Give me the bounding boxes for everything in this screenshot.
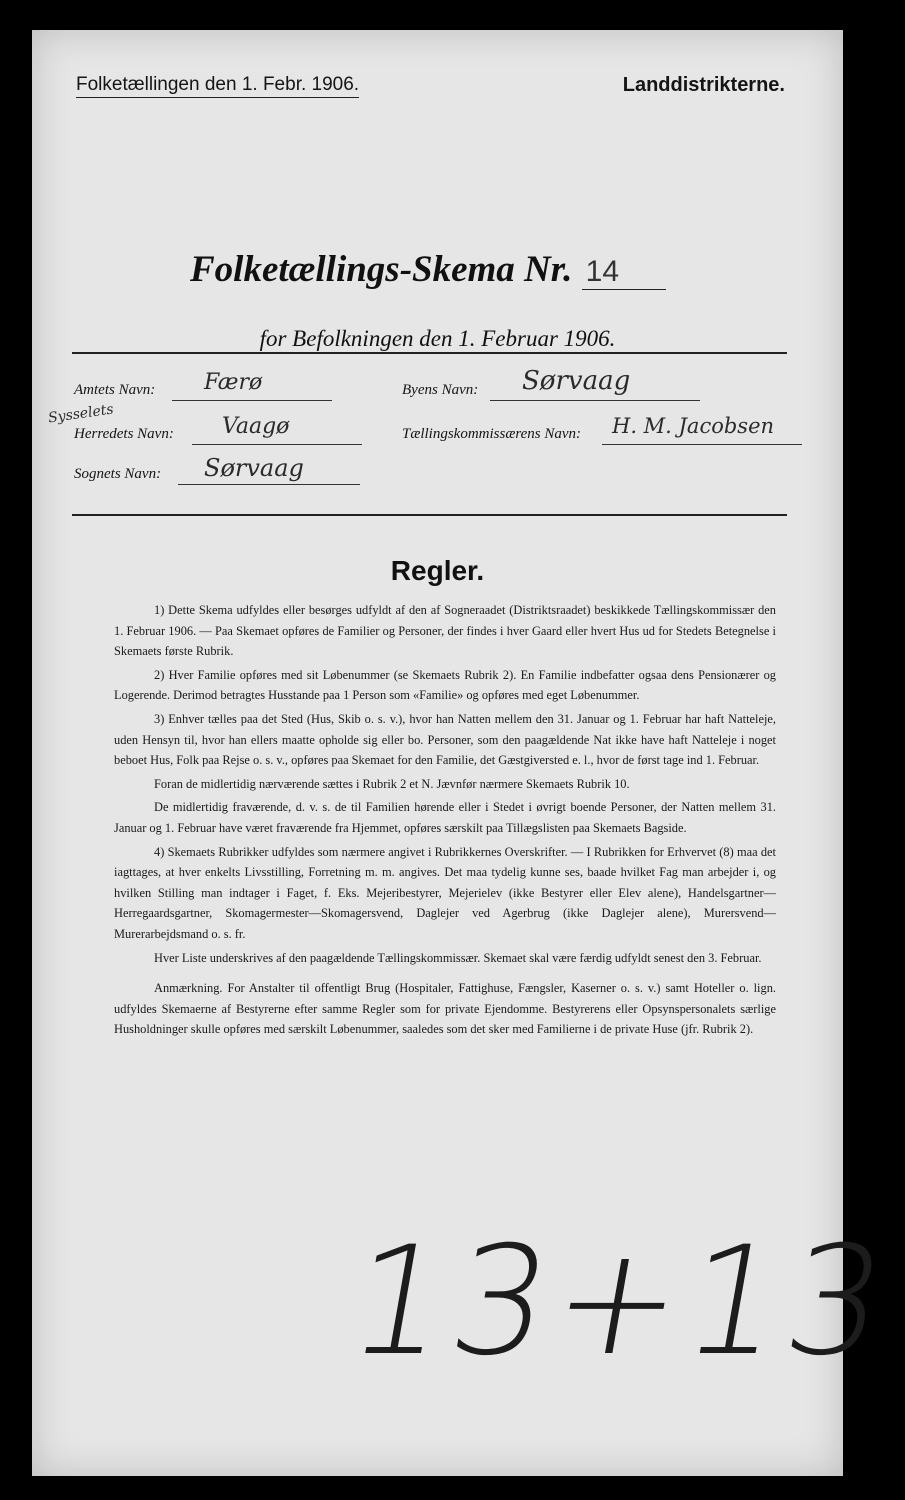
census-header-date: Folketællingen den 1. Febr. 1906.	[76, 74, 359, 98]
district-type-header: Landdistrikterne.	[622, 74, 785, 96]
rule-3: 3) Enhver tælles paa det Sted (Hus, Skib o. s. v.), hvor han Natten mellem den 31. Januar og 1. Februar har haft Natteleje, uden Hensyn til, hvor han ellers maatte opholde sig eller bo. Personer, som den paagældende Nat ikke have haft Natteleje i noget beboet Hus, Folk paa Rejse o. s. v., opføres paa Skemaet for den Familie, det Gæstgiversted e. l., hvor de først tage ind 1. Februar.	[114, 711, 776, 768]
form-title-text: Folketællings-Skema Nr.	[190, 249, 573, 290]
handwritten-count: 13+13	[336, 1215, 905, 1389]
kommissaer-line	[602, 444, 802, 445]
by-value: Sørvaag	[522, 366, 631, 396]
rule-4: 4) Skemaets Rubrikker udfyldes som nærmere angivet i Rubrikkernes Overskrifter. — I Rubrikken for Erhvervet (8) maa det iagttages, at hver enkelts Livsstilling, Forretning m. m. angives. Det maa tydelig kunne ses, baade hvilket Fag man arbejder i, og hvilken Stilling man indtager i Faget, f. Eks. Mejeribestyrer, Mejerielev (ikke Bestyrer eller Elev alene), Handelsgartner—Herregaardsgartner, Skomagermester—Skomagersvend, Daglejer ved Agerbrug (ikke Daglejer alene), Murersvend—Murerarbejdsmand o. s. fr.	[114, 844, 776, 941]
amt-line	[172, 400, 332, 401]
sogn-label: Sognets Navn:	[74, 466, 162, 482]
rule-1: 1) Dette Skema udfyldes eller besørges udfyldt af den af Sogneraadet (Distriktsraadet) beskikkede Tællingskommissær den 1. Februar 1906. — Paa Skemaet opføres de Familier og Personer, der findes i hver Gaard eller hvert Hus ud for Stedets Betegnelse i Skemaets første Rubrik.	[114, 603, 776, 659]
rules-heading: Regler.	[390, 555, 485, 586]
annotation-note: Anmærkning. For Anstalter til offentligt Brug (Hospitaler, Fattighuse, Fængsler, Kaserner o. s. v.) samt Hoteller o. lign. udfyldes Skemaerne af Bestyrerne efter samme Regler som for private Ejendomme. Bestyrerens eller Opsynspersonalets særlige Husholdninger skulle opføres med særskilt Løbenummer, saaledes som det sker med Familierne i de private Huse (jfr. Rubrik 2).	[114, 981, 776, 1037]
census-form-page	[32, 30, 905, 1476]
rule-2: 2) Hver Familie opføres med sit Løbenummer (se Skemaets Rubrik 2). En Familie indbefatter ogsaa dens Pensionærer og Logerende. Derimod betragtes Husstande paa 1 Person som «Familie» og opføres med eget Løbenummer.	[114, 667, 776, 703]
divider-top	[72, 352, 787, 354]
rule-4-signature: Hver Liste underskrives af den paagældende Tællingskommissær. Skemaet skal være færdig udfyldt senest den 3. Februar.	[154, 950, 762, 965]
kommissaer-value: H. M. Jacobsen	[612, 414, 775, 438]
kommissaer-label: Tællingskommissærens Navn:	[402, 426, 582, 442]
herred-value: Vaagø	[222, 414, 290, 439]
sogn-value: Sørvaag	[204, 454, 304, 482]
amt-label: Amtets Navn:	[74, 382, 156, 398]
margin-note: Sysselets	[47, 401, 115, 427]
rule-3-midlertidig-fravaerende: De midlertidig fraværende, d. v. s. de til Familien hørende eller i Stedet i øvrigt boende Personer, der Natten mellem 31. Januar og 1. Februar have været fraværende fra Hjemmet, opføres særskilt paa Tillægslisten paa Skemaets Bagside.	[114, 800, 776, 835]
herred-label: Herredets Navn:	[74, 426, 174, 442]
form-subtitle: for Befolkningen den 1. Februar 1906.	[259, 326, 616, 351]
by-label: Byens Navn:	[402, 382, 479, 398]
divider-bottom	[72, 514, 787, 516]
rule-3-midlertidig-naervaerende: Foran de midlertidig nærværende sættes i Rubrik 2 et N. Jævnfør nærmere Skemaets Rubrik 10.	[154, 776, 630, 791]
amt-value: Færø	[204, 370, 263, 395]
by-line	[490, 400, 700, 401]
sogn-line	[178, 484, 360, 485]
form-number: 14	[582, 255, 666, 290]
herred-line	[192, 444, 362, 445]
form-title	[190, 248, 666, 291]
rules-text	[114, 600, 776, 1043]
